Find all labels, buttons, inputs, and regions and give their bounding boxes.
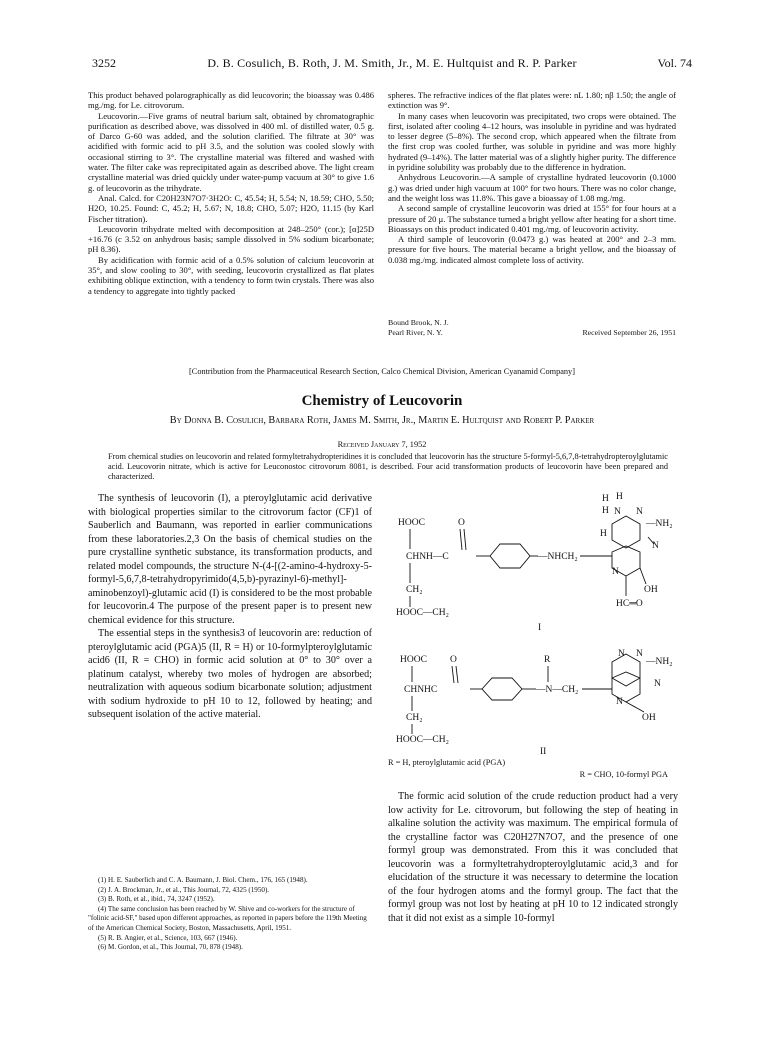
location: Bound Brook, N. J.: [388, 318, 449, 327]
structure-ii-bonds: [412, 654, 644, 734]
atom-label: —NH₂: [646, 519, 673, 529]
body-left-column: [88, 492, 372, 722]
atom-label: H: [602, 494, 609, 504]
atom-label: HOOC: [400, 655, 427, 665]
page-number: 3252: [92, 56, 116, 70]
running-title: D. B. Cosulich, B. Roth, J. M. Smith, Jr., M. E. Hultquist and R. P. Parker: [207, 56, 577, 70]
footnotes: [88, 876, 372, 953]
atom-label: CH₂: [406, 585, 423, 595]
contribution-line: [Contribution from the Pharmaceutical Research Section, Calco Chemical Division, American Cyanamid Company]: [189, 367, 575, 376]
paragraph: Anhydrous Leucovorin.—A sample of crystalline hydrated leucovorin (0.1000 g.) was dried under high vacuum at 100° for two hours. There was no color change, and the weight loss was 11.8%. This gave a bioassay of 1.08 mg./mg.: [388, 172, 676, 203]
footnote: (1) H. E. Sauberlich and C. A. Baumann, J. Biol. Chem., 176, 165 (1948).: [98, 876, 308, 884]
location: Pearl River, N. Y.: [388, 328, 443, 337]
atom-label: H: [616, 492, 623, 502]
atom-label: N: [654, 679, 661, 689]
footnote: (4) The same conclusion has been reached by W. Shive and co-workers for the structure of "folinic acid-SF," based upon different approaches, as reported in papers before the 119th Meeting of the American Chemical Society, Boston, Massachusetts, April, 1951.: [88, 904, 367, 932]
atom-label: H: [600, 529, 607, 539]
caption-line: R = H, pteroylglutamic acid (PGA): [388, 758, 506, 767]
paragraph: The synthesis of leucovorin (I), a pteroylglutamic acid derivative with biological properties similar to the citrovorum factor (CF)1 of Sauberlich and Baumann, was reported in earlier communications from these laboratories.2,3 On the basis of chemical studies on the pure crystalline synthetic substance, its transformation products, and related model compounds, the structure N-(4-[(2-amino-4-hydroxy-5-formyl-5,6,7,8-tetrahydropyrimido(4,5,b)-pyrazinyl-6)-methyl]-aminobenzoyl)-glutamic acid (I) is considered to be the most probable for leucovorin.4 The purpose of the present paper is to present new chemical evidence for this structure.: [88, 493, 372, 626]
atom-label: N: [618, 649, 625, 659]
atom-label: N: [616, 697, 623, 707]
atom-label: N: [612, 567, 619, 577]
atom-label: N: [636, 649, 643, 659]
structure-number: I: [538, 623, 542, 633]
paragraph: Anal. Calcd. for C20H23N7O7·3H2O: C, 45.54; H, 5.54; N, 18.59; CHO, 5.50; H2O, 10.25. Found: C, 45.2; H, 5.67; N, 18.8; CHO, 5.07; H2O, 11.15 (by Karl Fischer titration).: [88, 192, 374, 224]
atom-label: CHNHC: [404, 685, 438, 695]
atom-label: CH₂: [406, 713, 423, 723]
structure-caption: [388, 757, 678, 781]
atom-label: R: [544, 655, 551, 665]
paragraph: This product behaved polarographically as did leucovorin; the bioassay was 0.486 mg./mg. for Le. citrovorum.: [88, 90, 374, 111]
atom-label: —NHCH₂: [538, 552, 578, 562]
atom-label: HOOC—CH₂: [396, 608, 449, 618]
paragraph: A third sample of leucovorin (0.0473 g.) was heated at 200° and 2–3 mm. pressure for five hours. The material became a bright yellow, and the bioassay of 0.038 mg./mg. indicated almost complete loss of activity.: [388, 234, 676, 265]
paragraph: The formic acid solution of the crude reduction product had a very low activity for Le. citrovorum, but following the step of heating in alkaline solution the activity was maximum. The empirical formula of the crystalline factor was C20H27N7O7, and the presence of one formyl group was demonstrated. From this it was concluded that leucovorin was a formyltetrahydropteroylglutamic acid,3 and for elucidation of the structure it was necessary to determine the location of the four hydrogen atoms and the formyl group. The fact that the formyl group was not lost by heating at pH 10 to 12 indicated strongly that it did not exist as a simple 10-formyl: [388, 791, 678, 924]
received-date: Received September 26, 1951: [582, 328, 676, 337]
atom-label: H: [602, 506, 609, 516]
atom-label: N: [614, 507, 621, 517]
atom-label: O: [458, 518, 465, 528]
footnote: (5) R. B. Angier, et al., Science, 103, 667 (1946).: [98, 933, 238, 942]
body-right-column: [388, 790, 678, 925]
paragraph: Leucovorin.—Five grams of neutral barium salt, obtained by chromatographic purification as described above, was dissolved in 400 ml. of distilled water, 0.5 g. of Darco G-60 was added, and the solution clarified. The filtrate at 30° was acidified with formic acid to pH 3.5, and the solution was cooled slowly with occasional stirring to 3°. The crystalline material was filtered and washed with water. The filter cake was reprecipitated again as described above. The light cream crystalline material was dried quickly under water-pump vacuum at 30° to give 1.6 g. of leucovorin as the trihydrate.: [88, 110, 374, 193]
author-line: By Donna B. Cosulich, Barbara Roth, James M. Smith, Jr., Martin E. Hultquist and Robert P. Parker: [169, 415, 595, 426]
paragraph: spheres. The refractive indices of the flat plates were: nL 1.80; nβ 1.50; the angle of extinction was 9°.: [388, 90, 676, 111]
paragraph: Leucovorin trihydrate melted with decomposition at 248–250° (cor.); [α]25D +16.76 (c 3.52 on anhydrous basis; sample dissolved in 5% sodium bicarbonate; pH 8.36).: [88, 223, 374, 255]
atom-label: —N—CH₂: [536, 685, 579, 695]
atom-label: O: [450, 655, 457, 665]
atom-label: OH: [644, 585, 658, 595]
abstract: From chemical studies on leucovorin and related formyltetrahydropteridines it is concluded that leucovorin has the structure 5-formyl-5,6,7,8-tetrahydropteroylglutamic acid. Leucovorin nitrate, which is active for Leuconostoc citrovorum 8081, is described. Four acid transformation products of leucovorin have been prepared and characterized.: [108, 452, 668, 482]
atom-label: HOOC: [398, 518, 425, 528]
atom-label: N: [636, 507, 643, 517]
structure-ii: [396, 649, 673, 754]
atom-label: —NH₂: [646, 657, 673, 667]
structure-i: [396, 492, 673, 633]
footnote: (3) B. Roth, et al., ibid., 74, 3247 (1952).: [98, 895, 215, 904]
volume-number: Vol. 74: [657, 56, 692, 70]
paragraph: By acidification with formic acid of a 0.5% solution of calcium leucovorin at 35°, and slow cooling to 30°, with seeding, leucovorin crystallized as flat plates exhibiting oblique extinction, with a tendency to form twin crystals. There was also a tendency to aggregate into tightly packed: [88, 254, 374, 296]
prev-article-right-column: [388, 90, 676, 265]
atom-label: HC═O: [616, 599, 643, 609]
paragraph: A second sample of crystalline leucovorin was dried at 155° for four hours at a pressure of 20 μ. The substance turned a bright yellow after heating for a short time. Bioassays on this product indicated 0.401 mg./mg. of leucovorin activity.: [388, 203, 676, 234]
footnote: (6) M. Gordon, et al., This Journal, 70, 878 (1948).: [98, 943, 243, 952]
prev-article-left-column: [88, 90, 374, 296]
structure-diagram: [390, 492, 680, 754]
paragraph: The essential steps in the synthesis3 of leucovorin are: reduction of pteroylglutamic acid (PGA)5 (II, R = H) or 10-formylpteroylglutamic acid6 (II, R = CHO) in formic acid solution at 0° to 30° over a platinum catalyst, whereby two moles of hydrogen are absorbed; neutralization with aqueous sodium bicarbonate solution; adjustment with sodium hydroxide to pH 10 to 12, followed by heating; and subsequent isolation of the active material.: [88, 628, 372, 720]
caption-line: R = CHO, 10-formyl PGA: [579, 770, 668, 779]
received-date: Received January 7, 1952: [337, 440, 427, 449]
page-header: [92, 56, 692, 72]
footnote: (2) J. A. Brockman, Jr., et al., This Journal, 72, 4325 (1950).: [98, 885, 270, 894]
atom-label: CHNH—C: [406, 552, 449, 562]
atom-label: N: [652, 541, 659, 551]
structure-number: II: [540, 747, 547, 754]
paragraph: In many cases when leucovorin was precipitated, two crops were obtained. The first, isolated after cooling 4–12 hours, was insoluble in pyridine and was hydrated to lesser degree (5–8%). The second crop, which appeared when the filtrate from the first crop was cooled further, was soluble in pyridine and was more highly hydrated (9–14%). The latter material was of a slightly higher purity. The difference in pyridine solubility was probably due to the difference in hydration.: [388, 110, 676, 173]
article-title: Chemistry of Leucovorin: [301, 393, 463, 409]
atom-label: OH: [642, 713, 656, 723]
atom-label: HOOC—CH₂: [396, 735, 449, 745]
